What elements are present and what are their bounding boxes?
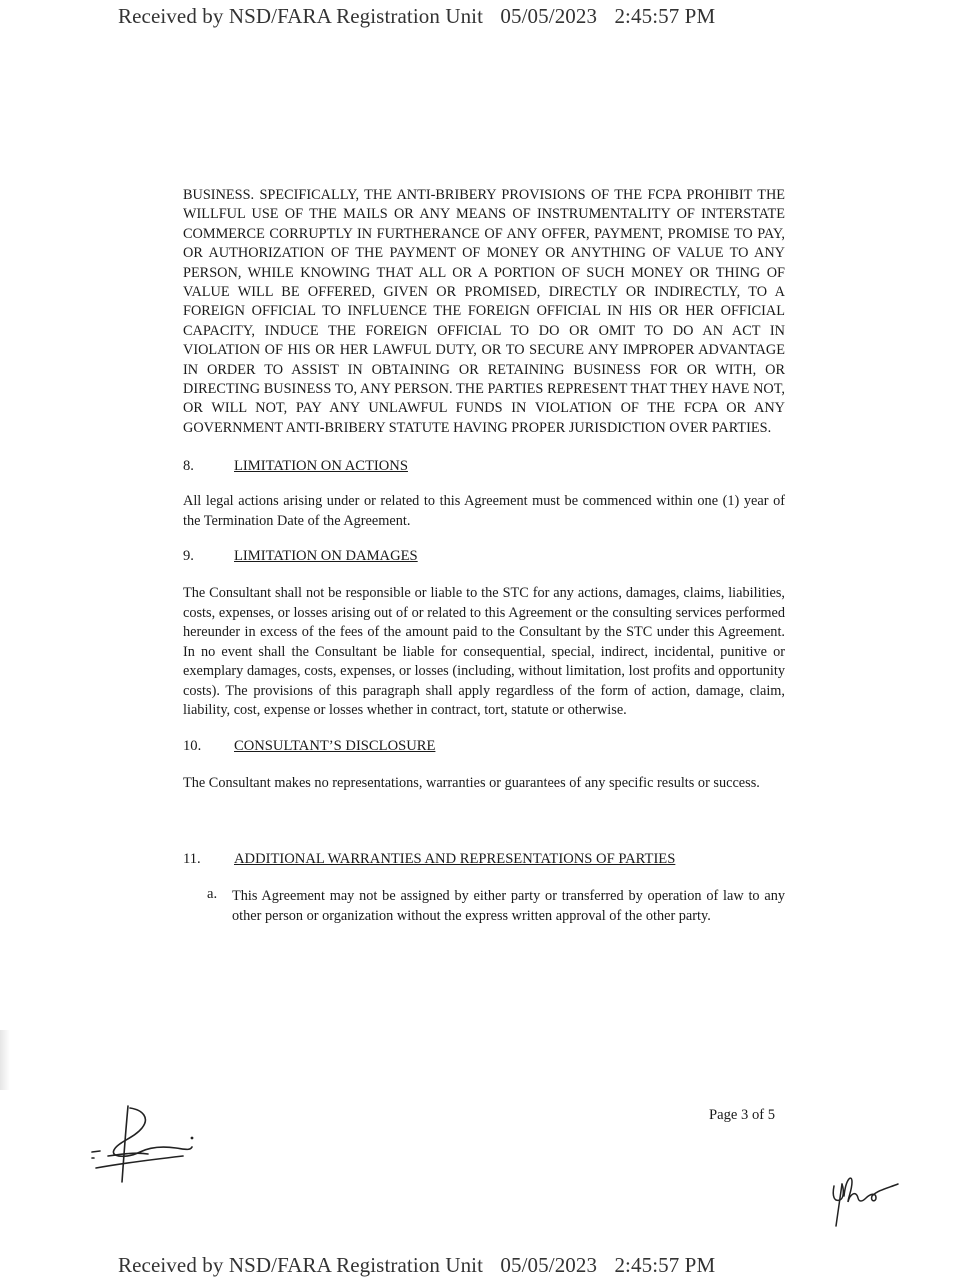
section-9-heading	[183, 547, 785, 566]
section-title: CONSULTANT’S DISCLOSURE	[234, 737, 436, 754]
section-11-item-a	[183, 886, 785, 926]
fcpa-paragraph: BUSINESS. SPECIFICALLY, THE ANTI-BRIBERY PROVISIONS OF THE FCPA PROHIBIT THE WILLFUL USE OF THE MAILS OR ANY MEANS OF INSTRUMENTALITY OF INTERSTATE COMMERCE CORRUPTLY IN FURTHERANCE OF ANY OFFER, PAYMENT, PROMISE TO PAY, OR AUTHORIZATION OF THE PAYMENT OF MONEY OR ANYTHING OF VALUE TO ANY PERSON, WHILE KNOWING THAT ALL OR A PORTION OF SUCH MONEY OR THING OF VALUE WILL BE OFFERED, GIVEN OR PROMISED, DIRECTLY OR INDIRECTLY, TO A FOREIGN OFFICIAL TO INFLUENCE THE FOREIGN OFFICIAL IN HIS OR HER OFFICIAL CAPACITY, INDUCE THE FOREIGN OFFICIAL TO DO OR OMIT TO DO AN ACT IN VIOLATION OF HIS OR HER LAWFUL DUTY, OR TO SECURE ANY IMPROPER ADVANTAGE IN ORDER TO ASSIST IN OBTAINING OR RETAINING BUSINESS FOR OR WITH, OR DIRECTING BUSINESS TO, ANY PERSON. THE PARTIES REPRESENT THAT THEY HAVE NOT, OR WILL NOT, PAY ANY UNLAWFUL FUNDS IN VIOLATION OF THE FCPA OR ANY GOVERNMENT ANTI-BRIBERY STATUTE HAVING PROPER JURISDICTION OVER PARTIES.	[183, 187, 785, 436]
section-number: 8.	[183, 458, 194, 475]
document-body	[183, 186, 785, 926]
section-title: LIMITATION ON DAMAGES	[234, 548, 418, 565]
section-title: LIMITATION ON ACTIONS	[234, 458, 408, 475]
stamp-time: 2:45:57 PM	[614, 1253, 716, 1277]
initials-mark	[826, 1172, 906, 1232]
stamp-date: 05/05/2023	[500, 1253, 598, 1277]
signature-mark	[88, 1098, 208, 1188]
stamp-time: 2:45:57 PM	[614, 4, 716, 28]
item-text: This Agreement may not be assigned by either party or transferred by operation of law to any other person or organization without the express written approval of the other party.	[232, 888, 785, 925]
section-11-heading	[183, 850, 785, 869]
stamp-unit: Received by NSD/FARA Registration Unit	[118, 1253, 484, 1277]
registration-stamp-top	[118, 4, 878, 29]
section-title: ADDITIONAL WARRANTIES AND REPRESENTATIONS OF PARTIES	[234, 851, 676, 868]
section-9-body: The Consultant shall not be responsible or liable to the STC for any actions, damages, claims, liabilities, costs, expenses, or losses arising out of or related to this Agreement or the consulting services performed hereunder in excess of the fees of the amount paid to the Consultant by the STC under this Agreement. In no event shall the Consultant be liable for consequential, special, indirect, incidental, punitive or exemplary damages, costs, expenses, or losses (including, without limitation, lost profits and opportunity costs). The provisions of this paragraph shall apply regardless of the form of action, damage, claim, liability, cost, expense or losses whether in contract, tort, statute or otherwise.	[183, 585, 785, 719]
section-10-body: The Consultant makes no representations, warranties or guarantees of any specific results or success.	[183, 774, 760, 791]
scan-edge-shadow	[0, 1030, 10, 1090]
section-number: 10.	[183, 737, 202, 754]
section-number: 11.	[183, 851, 201, 868]
section-8-body: All legal actions arising under or related to this Agreement must be commenced within one (1) year of the Termination Date of the Agreement.	[183, 493, 785, 529]
stamp-date: 05/05/2023	[500, 4, 598, 28]
section-10-heading	[183, 737, 785, 756]
section-8-heading	[183, 457, 785, 476]
stamp-unit: Received by NSD/FARA Registration Unit	[118, 4, 484, 28]
item-label: a.	[207, 886, 218, 903]
page-number: Page 3 of 5	[709, 1107, 776, 1123]
registration-stamp-bottom	[118, 1253, 878, 1278]
section-number: 9.	[183, 548, 194, 565]
